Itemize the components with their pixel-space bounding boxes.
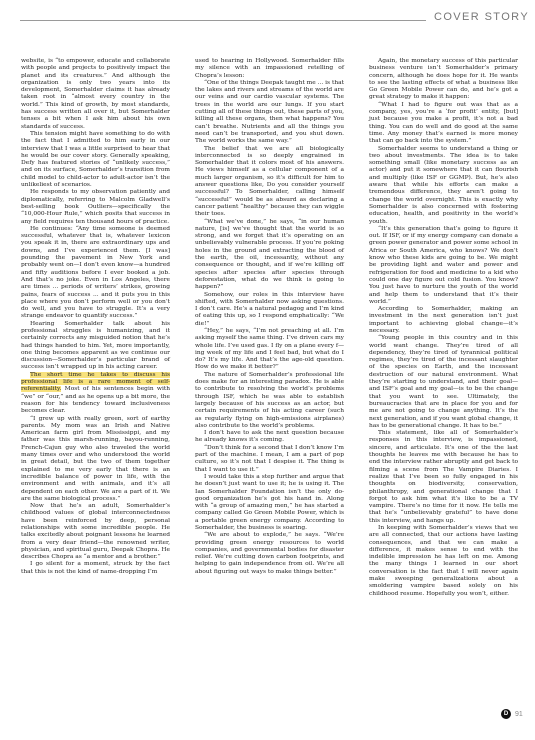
paragraph	[369, 430, 518, 525]
paragraph	[21, 416, 170, 504]
paragraph	[369, 146, 518, 226]
paragraph	[369, 335, 518, 430]
highlighted-text: The short time he takes to discuss his professional life is a rare moment of self-referentiality.	[21, 371, 170, 393]
paragraph	[21, 131, 170, 189]
paragraph	[21, 321, 170, 372]
paragraph	[369, 226, 518, 306]
article-column-3	[369, 58, 518, 598]
paragraph	[21, 189, 170, 225]
article-column-2	[195, 58, 344, 576]
paragraph	[195, 532, 344, 576]
paragraph	[369, 306, 518, 335]
paragraph	[21, 561, 170, 576]
paragraph-text: “Young people in this country and in this world want change. They’re tired of all dependency, they’re tired of tyrannical political regimes, they’re tired of the incessant slaughter of the species on Earth, and the incessant destruction of our natural environment. What they’re starting to understand, and their goal—and ISF’s goal and my goal—is to be the change that you want to see. Ultimately, the bureaucracies that are in place for you and for me are not going to change anything. It’s the next generation, and if you want global change, it has to be generational change. It has to be.”	[369, 335, 518, 429]
paragraph-text: This tension might have something to do with the fact that I admitted to him early in our interview that I was a little surprised to hear that he would be our cover story. Generally speaking, Defy has featured stories of “unlikely success,” and on its surface, Somerhalder’s transition from child model to child-actor to adult-actor isn’t the unlikeliest of scenarios.	[21, 130, 170, 189]
paragraph-text: “What we’ve done,” he says, “in our human nature, [is] we’ve thought that the world is so strong, and we forget that it’s operating on an unbelievably vulnerable process. If you’re poking holes in the ground and extracting the blood of the earth, the oil, incessantly, without any consequence or thought, and if we’re killing off species after species after species through deforestation, what do we think is going to happen?”	[195, 218, 344, 291]
paragraph-text: “Don’t think for a second that I don’t know I’m part of the machine. I mean, I am a part of pop culture, so it’s not that I despise it. The thing is that I want to use it.”	[195, 444, 345, 473]
paragraph	[195, 328, 344, 372]
paragraph-text: According to Somerhalder, making an investment in the next generation isn’t just important to achieving global change—it’s necessary.	[369, 306, 518, 334]
paragraph-text: Somerhalder seems to understand a thing or two about investments. The idea is to take something small (like monetary success as an actor) and put it somewhere that it can flourish and multiply (like ISF or GGMP). But, he’s also aware that while his efforts can make a tremendous difference, they aren’t going to change the world overnight. This is exactly why Somerhalder is also concerned with fostering education, health, and positivity in the world’s youth.	[369, 145, 518, 225]
paragraph	[195, 474, 344, 532]
magazine-logo-icon: D	[501, 709, 511, 719]
section-label: COVER STORY	[434, 11, 530, 23]
paragraph-text: The belief that we are all biologically interconnected is so deeply engrained in Somerhalder that it colors most of his answers. He views himself as a cellular component of a much larger organism, so it’s difficult for him to answer questions like, Do you consider yourself successful? To Somerhalder, calling himself “successful” would be as absurd as declaring a cancer patient “healthy” because they can wiggle their toes.	[195, 145, 344, 218]
paragraph	[369, 58, 518, 102]
header-rule	[20, 20, 426, 21]
paragraph	[195, 292, 344, 328]
paragraph-text: Now that he’s an adult, Somerhalder’s childhood values of global interconnectedness have been reinforced by deep, personal relationships with some incredible people. He talks excitedly about poignant lessons he learned from a very dear friend—the renowned writer, physician, and spiritual guru, Deepak Chopra. He describes Chopra as “a mentor and a brother.”	[21, 503, 170, 561]
paragraph	[195, 445, 344, 474]
paragraph	[195, 58, 344, 80]
paragraph	[21, 226, 170, 321]
paragraph	[195, 80, 344, 146]
paragraph-text: In keeping with Somerhalder’s views that we are all connected, that our actions have lasting consequences, and that we can make a difference, it makes sense to end with the indelible impression he has left on me. Among the many things I learned in our short conversation is the fact that I will never again make sweeping generalizations about a smoldering vampire based solely on his childhood resume. Hopefully you won’t, either.	[369, 525, 518, 597]
paragraph	[21, 372, 170, 416]
paragraph-text: “We are about to explode,” he says. “We’re providing green energy resources to world companies, and governmental bodies for disaster relief. We’re cutting down carbon footprints, and helping to gain independence from oil. We’re all about figuring out ways to make things better.”	[195, 532, 344, 575]
paragraph	[369, 525, 518, 598]
paragraph-text: He responds to my observation patiently and diplomatically, referring to Malcolm Gladwell’s best-selling book Outliers—specifically the “10,000-Hour Rule,” which posits that success in any field requires ten thousand hours of practice.	[21, 189, 170, 225]
paragraph	[195, 372, 344, 430]
paragraph-text: Somehow, our roles in this interview have shifted, with Somerhalder now asking questions. I don’t care. He’s a natural pedagog and I’m kind of eating this up, so I respond emphatically: “We die!”	[195, 291, 344, 327]
paragraph-text: The nature of Somerhalder’s professional life does make for an interesting paradox. He is able to contribute to resolving the world’s problems through ISF, which he was able to establish largely because of his success as an actor, but certain requirements of his acting career (such as regularly flying on high-emissions airplanes) also contribute to the world’s problems.	[195, 371, 344, 429]
paragraph-text: Hearing Somerhalder talk about his professional struggles is humanizing, and it certainly corrects any misguided notion that he’s had things handed to him. Yet, more importantly, one thing becomes apparent as we continue our discussion—Somerhalder’s particular brand of success isn’t wrapped up in his acting career.	[21, 320, 170, 371]
paragraph-text: “It’s this generation that’s going to figure it out. If ISF, or if my energy company can donate a green power generator and power some school in Africa or South America, who knows? We don’t know who these kids are going to be. We might be providing light and water and power and refrigeration for food and medicine to a kid who could one day figure out cold fusion. You know? You just have to nurture the youth of the world and help them to understand that it’s their world.”	[369, 225, 518, 305]
paragraph-text: Most of his sentences begin with “we” or “our,” and as he opens up a bit more, the reason for his tendency toward inclusiveness becomes clear.	[21, 386, 170, 415]
paragraph	[195, 430, 344, 445]
paragraph	[195, 219, 344, 292]
paragraph	[21, 58, 170, 131]
paragraph-text: He continues: “Any time someone is deemed successful, whatever that is, whatever lexicon you speak it in, there are extraordinary ups and downs, and I’ve experienced them. [I was] pounding the pavement in New York and probably went on—I don’t even know—a hundred and fifty auditions before I ever booked a job. And that’s no joke. Even in Los Angeles, there are times ... periods of writers’ strikes, growing pains, fears of success ... and it puts you in this place where you don’t perform well or you don’t do well, and you have to struggle. It’s a very strange endeavor to quantify success.”	[21, 225, 170, 320]
paragraph-text: I don’t have to ask the next question because he already knows it’s coming.	[195, 430, 344, 444]
page-footer	[501, 709, 523, 719]
paragraph-text: “Hey,” he says, “I’m not preaching at all. I’m asking myself the same thing. I’ve driven cars my whole life. I’ve used gas. I fly on a plane every f—ing week of my life and I feel bad, but what do I do? It’s my life. And that’s the age-old question. How do we make it better?”	[195, 327, 344, 371]
paragraph	[195, 146, 344, 219]
paragraph-text: I go silent for a moment, struck by the fact that this is not the kind of name-dropping I’m	[21, 561, 170, 575]
paragraph-text: “I grew up with really green, sort of earthy parents. My mom was an Irish and Native American farm girl from Mississippi, and my father was this marsh-running, bayou-running, French-Cajun guy who also traveled the world many times over and who understood the world in great detail, but the two of them together explained to me very early that there is an incredible balance of power in life, with the environment and with animals, and it’s all dependent on each other. We are a part of it. We are the same biological process.”	[21, 415, 170, 502]
paragraph-text: Again, the monetary success of this particular business venture isn’t Somerhalder’s primary concern, although he does hope for it. He wants to see the lasting effects of what a business like Go Green Mobile Power can do, and he’s got a great strategy to make it happen:	[369, 58, 518, 101]
paragraph-text: This statement, like all of Somerhalder’s responses in this interview, is impassioned, sincere, and articulate. It’s one of the the last thoughts he leaves me with because he has to end the interview rather abruptly and get back to filming a scene from The Vampire Diaries. I realize that I’ve been so fully engaged in his thoughts on biodiversity, conservation, philanthropy, and generational change that I forgot to ask him what it’s like to be a TV vampire. There’s no time for it now. He tells me that he’s “unbelievably grateful” to have done this interview, and hangs up.	[369, 430, 518, 524]
page-number: 91	[515, 710, 523, 718]
paragraph	[369, 102, 518, 146]
paragraph-text: used to hearing in Hollywood. Somerhalder fills my silence with an impassioned retelling of Chopra’s lesson:	[195, 58, 344, 79]
paragraph-text: “What I had to figure out was that as a company, yes, you’re a ‘for profit’ entity, [but] just because you make a profit, it’s not a bad thing. You can do well and do good at the same time. Any money that’s earned is more money that can go back into the system.”	[369, 101, 518, 145]
paragraph-text: I would take this a step further and argue that he doesn’t just want to use it; he is using it. The Ian Somerhalder Foundation isn’t the only do-good organization he’s got his hand in. Along with “a group of amazing men,” he has started a company called Go Green Mobile Power, which is a portable green energy company. According to Somerhalder, the business is soaring.	[195, 473, 344, 531]
paragraph	[21, 503, 170, 561]
article-column-1	[21, 58, 170, 576]
paragraph-text: website, is “to empower, educate and collaborate with people and projects to positively impact the planet and its creatures.” And although the organization is only two years into its development, Somerhalder claims it has already taken root in “almost every country in the world.” This kind of growth, by most standards, has success written all over it, but Somerhalder tenses a bit when I ask him about his own standards of success.	[21, 58, 170, 130]
paragraph-text: “One of the things Deepak taught me ... is that the lakes and rivers and streams of the world are our veins and our cardio vascular systems. The trees in the world are our lungs. If you start cutting all of these things out, these parts of you, killing all these organs, then what happens? You can’t breathe. Nutrients and all the things you need can’t be transported, and you shut down. The world works the same way.”	[195, 79, 344, 145]
